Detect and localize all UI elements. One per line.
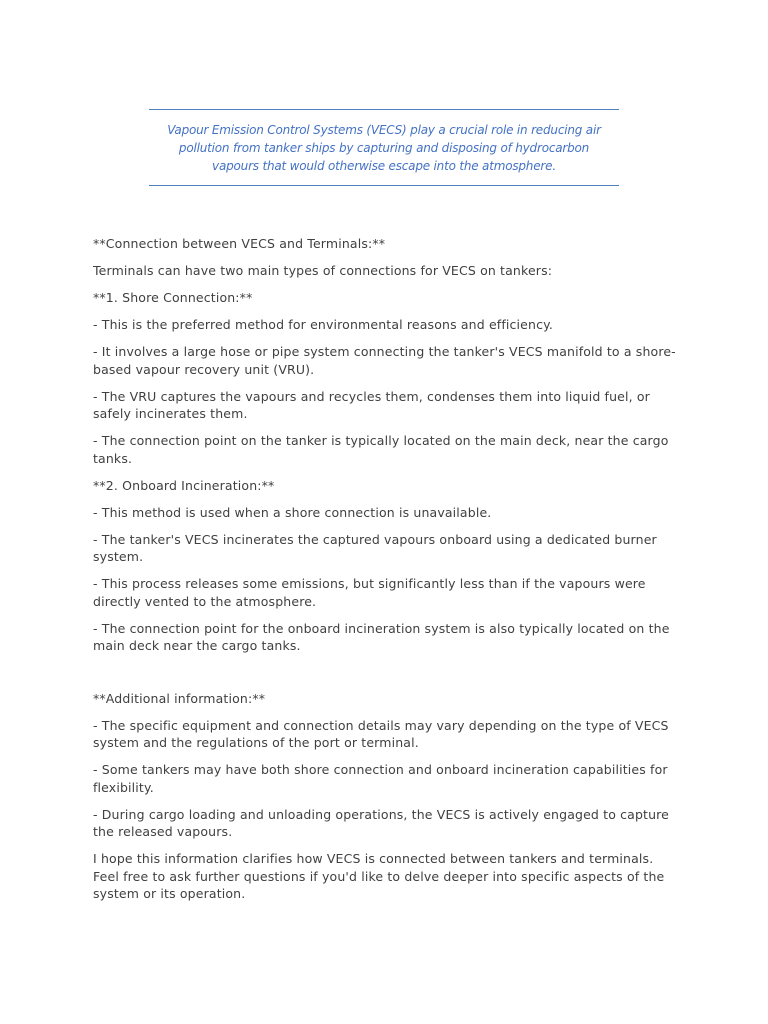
bullet-shore-preferred: - This is the preferred method for environmental reasons and efficiency. [93, 317, 553, 332]
closing-paragraph: I hope this information clarifies how VECS is connected between tankers and terminals. Feel free to ask further questions if you'd like to delve deeper into specific aspects of the system or its operation. [93, 851, 665, 901]
bullet-additional-both: - Some tankers may have both shore connection and onboard incineration capabilities for flexibility. [93, 762, 668, 795]
bullet-shore-hose: - It involves a large hose or pipe system connecting the tanker's VECS manifold to a shore-based vapour recovery unit (VRU). [93, 344, 676, 377]
bullet-shore-vru: - The VRU captures the vapours and recycles them, condenses them into liquid fuel, or safely incinerates them. [93, 388, 650, 421]
subheading-shore-connection: **1. Shore Connection:** [93, 290, 253, 305]
bullet-onboard-unavailable: - This method is used when a shore connection is unavailable. [93, 504, 492, 520]
bullet-additional-equipment: - The specific equipment and connection details may vary depending on the type of VECS system and the regulations of the port or terminal. [93, 717, 669, 750]
subheading-onboard-incineration: **2. Onboard Incineration:** [93, 477, 275, 493]
intro-quote-block [149, 109, 619, 186]
bullet-onboard-burner: - The tanker's VECS incinerates the captured vapours onboard using a dedicated burner system. [93, 531, 657, 564]
section-heading-additional-info: **Additional information:** [93, 690, 266, 706]
intro-paragraph: Terminals can have two main types of connections for VECS on tankers: [93, 263, 553, 278]
bullet-onboard-connection-point: - The connection point for the onboard incineration system is also typically located on the main deck near the cargo tanks. [93, 620, 670, 653]
bullet-additional-loading: - During cargo loading and unloading operations, the VECS is actively engaged to capture the released vapours. [93, 806, 670, 839]
document-body [93, 235, 678, 912]
section-heading-connection: **Connection between VECS and Terminals:** [93, 236, 386, 251]
bullet-shore-connection-point: - The connection point on the tanker is typically located on the main deck, near the cargo tanks. [93, 433, 669, 466]
intro-quote-text: Vapour Emission Control Systems (VECS) play a crucial role in reducing air pollution from tanker ships by capturing and disposing of hydrocarbon vapours that would otherwise escape into the atmosphere. [167, 122, 601, 173]
bullet-onboard-emissions: - This process releases some emissions, but significantly less than if the vapours were directly vented to the atmosphere. [93, 576, 646, 609]
